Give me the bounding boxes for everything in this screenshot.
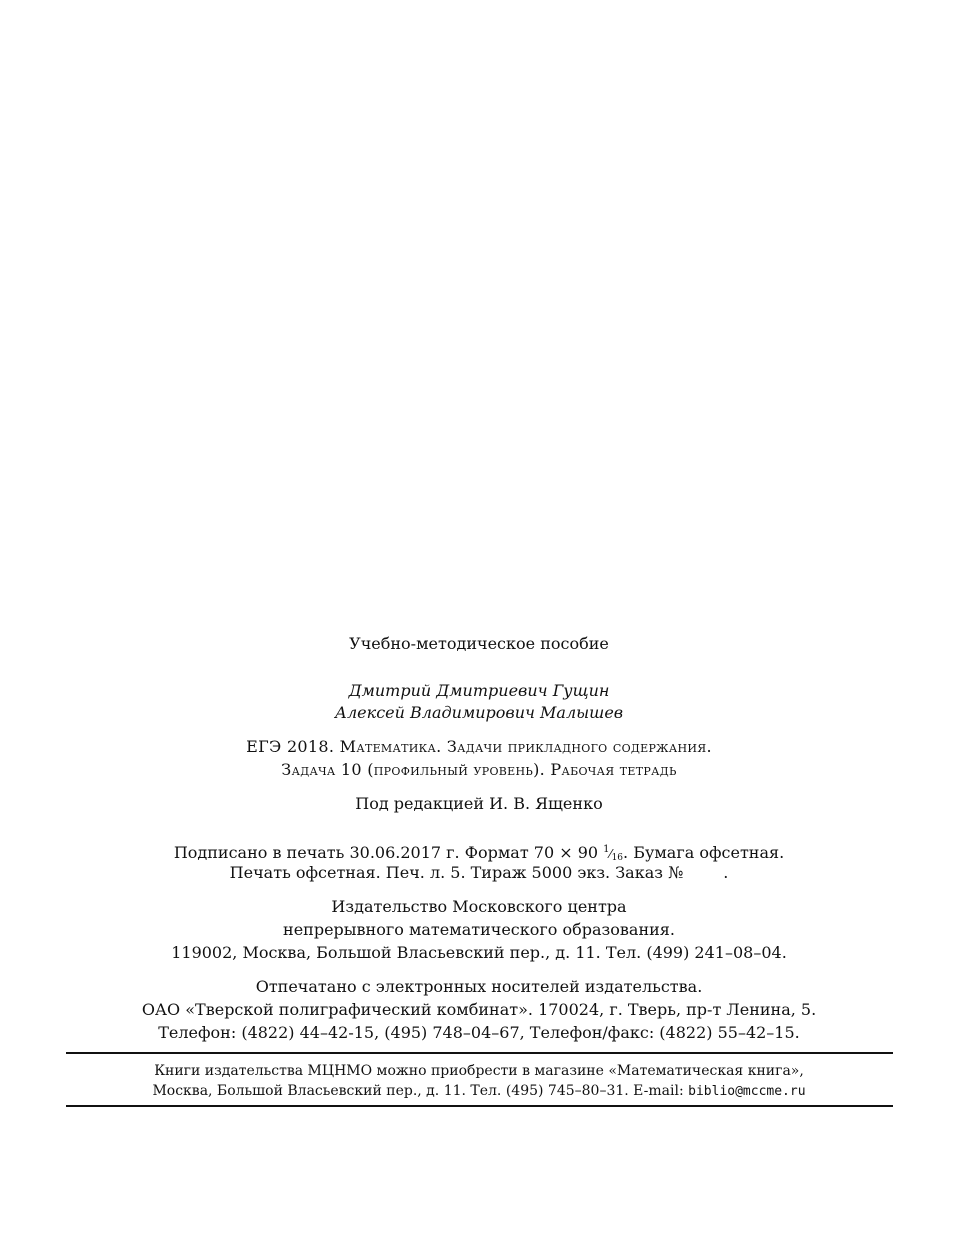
print-details-2b: . <box>723 863 729 882</box>
publisher-line-1: Издательство Московского центра <box>331 897 627 916</box>
format-fraction: $^1⁄_{16}$ <box>603 844 624 863</box>
shop-line-2 <box>0 1081 958 1102</box>
format-numerator: 1 <box>603 844 610 855</box>
top-divider <box>66 1052 893 1054</box>
book-title-line-1: ЕГЭ 2018. Математика. Задачи прикладного содержания. <box>246 737 712 756</box>
format-denominator: 16 <box>611 853 624 863</box>
printer-line-3: Телефон: (4822) 44–42-15, (495) 748–04–67, Телефон/факс: (4822) 55–42–15. <box>158 1023 800 1042</box>
print-details-1b: . Бумага офсетная. <box>623 843 785 862</box>
printer-line-2: ОАО «Тверской полиграфический комбинат». 170024, г. Тверь, пр-т Ленина, 5. <box>141 1000 817 1019</box>
bottom-divider <box>66 1105 893 1107</box>
author-2: Алексей Владимирович Малышев <box>334 703 624 722</box>
print-details-line-2 <box>0 862 958 884</box>
author-1: Дмитрий Дмитриевич Гущин <box>348 681 610 700</box>
print-details-2a: Печать офсетная. Печ. л. 5. Тираж 5000 экз. Заказ № <box>229 863 684 882</box>
book-title-line-2: Задача 10 (профильный уровень). Рабочая тетрадь <box>281 760 677 779</box>
shop-line-1: Книги издательства МЦНМО можно приобрести в магазине «Математическая книга», <box>154 1063 804 1079</box>
printer-line-1: Отпечатано с электронных носителей издательства. <box>255 977 703 996</box>
shop-address: Москва, Большой Власьевский пер., д. 11. Тел. (495) 745–80–31. E-mail: <box>152 1083 689 1099</box>
book-genre: Учебно-методическое пособие <box>349 634 609 653</box>
editor-line: Под редакцией И. В. Ященко <box>355 794 603 813</box>
publisher-line-2: непрерывного математического образования. <box>283 920 675 939</box>
publisher-line-3: 119002, Москва, Большой Власьевский пер., д. 11. Тел. (499) 241–08–04. <box>171 943 787 962</box>
print-details-1a: Подписано в печать 30.06.2017 г. Формат 70 × 90 <box>173 843 604 862</box>
shop-email-link[interactable]: biblio@mccme.ru <box>688 1084 806 1099</box>
